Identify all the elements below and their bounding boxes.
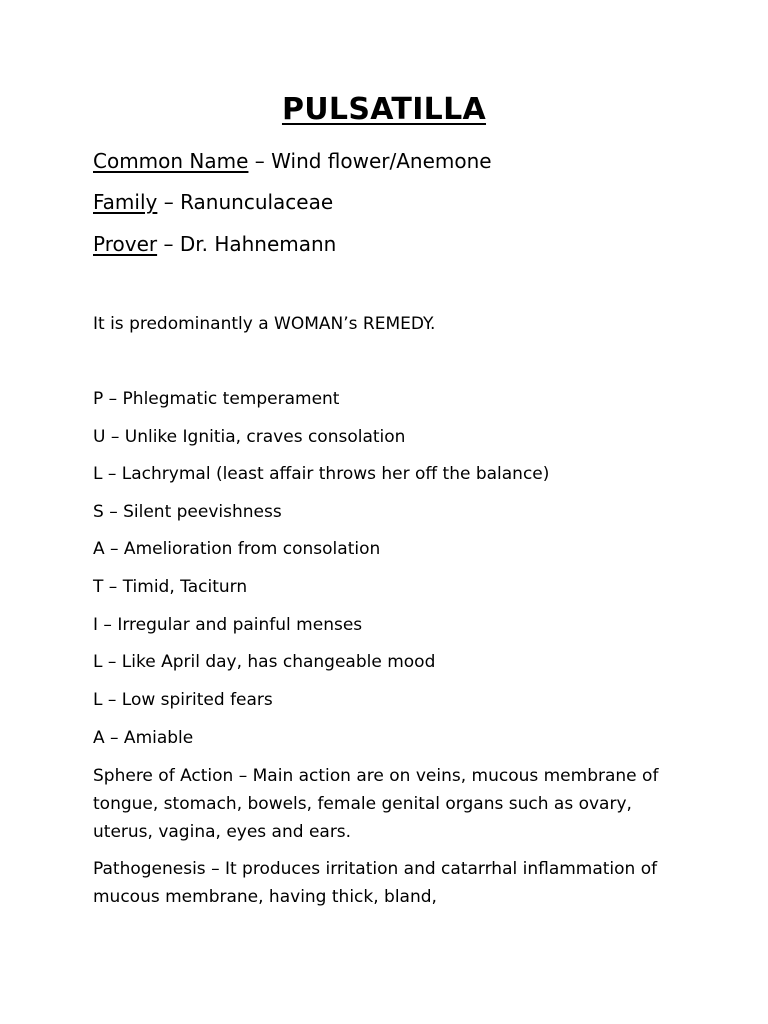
acrostic-line-t: T – Timid, Taciturn — [93, 577, 248, 597]
family-separator: – — [157, 190, 181, 214]
prover-separator: – — [157, 232, 180, 256]
acrostic-line-l2: L – Like April day, has changeable mood — [93, 652, 436, 672]
common-name-line — [93, 148, 492, 174]
common-name-label: Common Name — [93, 149, 249, 173]
prover-label: Prover — [93, 232, 158, 256]
acrostic-line-s: S – Silent peevishness — [93, 502, 282, 522]
common-name-separator: – — [248, 149, 272, 173]
intro-text: It is predominantly a WOMAN’s REMEDY. — [93, 314, 436, 334]
acrostic-line-a2: A – Amiable — [93, 728, 194, 748]
acrostic-line-u: U – Unlike Ignitia, craves consolation — [93, 427, 406, 447]
family-label: Family — [93, 190, 158, 214]
prover-line — [93, 231, 336, 257]
acrostic-line-i: I – Irregular and painful menses — [93, 615, 363, 635]
common-name-value: Wind flower/Anemone — [271, 149, 492, 173]
family-line — [93, 189, 333, 215]
document-title: PULSATILLA — [281, 92, 487, 127]
sphere-of-action-paragraph: Sphere of Action – Main action are on veins, mucous membrane of tongue, stomach, bowels, female genital organs such as ovary, uterus, vagina, eyes and ears. — [93, 766, 659, 842]
acrostic-line-l1: L – Lachrymal (least affair throws her off the balance) — [93, 464, 550, 484]
pathogenesis-paragraph: Pathogenesis – It produces irritation and catarrhal inflammation of mucous membrane, having thick, bland, — [93, 859, 658, 907]
family-value: Ranunculaceae — [180, 190, 334, 214]
prover-value: Dr. Hahnemann — [179, 232, 337, 256]
acrostic-line-l3: L – Low spirited fears — [93, 690, 273, 710]
acrostic-line-a1: A – Amelioration from consolation — [93, 539, 381, 559]
acrostic-line-p: P – Phlegmatic temperament — [93, 389, 340, 409]
